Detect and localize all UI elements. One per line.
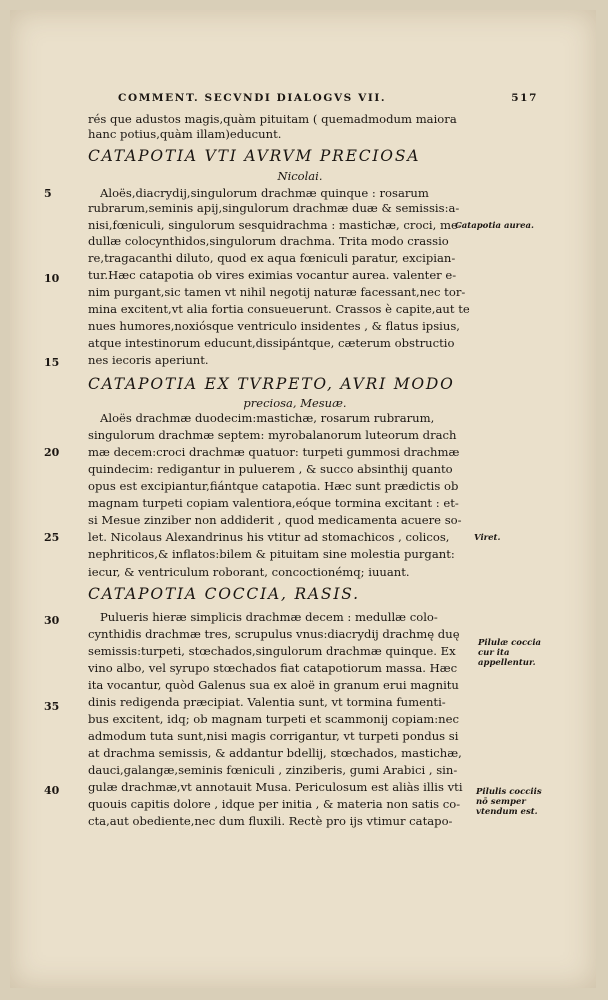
- header-title: COMMENT. SECVNDI DIALOGVS VII.: [118, 92, 387, 104]
- text-line: Aloës,diacrydij,singulorum drachmæ quinque : rosarum: [100, 186, 429, 200]
- margin-note: Pilulis cocciis nō semper vtendum est.: [476, 787, 542, 817]
- margin-note: Pilulæ coccia cur ita appellentur.: [478, 638, 542, 668]
- running-header: [118, 92, 538, 104]
- page-number: 517: [511, 92, 538, 104]
- line-number: 35: [44, 700, 60, 713]
- section-subtitle-1: Nicolai.: [277, 169, 323, 183]
- section-subtitle-2: preciosa, Mesuæ.: [243, 396, 347, 410]
- text-line: quindecim: redigantur in puluerem , & succo absinthij quanto: [88, 462, 453, 476]
- text-line: hanc potius,quàm illam)educunt.: [88, 127, 282, 141]
- line-number: 15: [44, 356, 60, 369]
- line-number: 30: [44, 614, 60, 627]
- margin-note: Viret.: [474, 533, 501, 543]
- text-line: at drachma semissis, & addantur bdellij, stœchados, mastichæ,: [88, 746, 462, 760]
- line-number: 5: [44, 187, 52, 200]
- text-line: re,tragacanthi diluto, quod ex aqua fœniculi paratur, excipian-: [88, 251, 456, 265]
- text-line: vino albo, vel syrupo stœchados fiat catapotiorum massa. Hæc: [88, 661, 458, 675]
- text-line: ita vocantur, quòd Galenus sua ex aloë in granum erui magnitu: [88, 678, 459, 692]
- line-number: 20: [44, 446, 60, 459]
- margin-note: Catapotia aurea.: [455, 221, 534, 231]
- text-line: nisi,fœniculi, singulorum sesquidrachma : mastichæ, croci, me-: [88, 218, 462, 232]
- text-line: mæ decem:croci drachmæ quatuor: turpeti gummosi drachmæ: [88, 445, 460, 459]
- section-title-1: CATAPOTIA VTI AVRVM PRECIOSA: [88, 147, 421, 165]
- text-line: quouis capitis dolore , idque per initia , & materia non satis co-: [88, 797, 461, 811]
- line-number: 25: [44, 531, 60, 544]
- text-line: atque intestinorum educunt,dissipántque, cæterum obstructio: [88, 336, 455, 350]
- text-line: opus est excipiantur,fiántque catapotia. Hæc sunt prædictis ob: [88, 479, 459, 493]
- text-line: gulæ drachmæ,vt annotauit Musa. Periculosum est aliàs illis vti: [88, 780, 463, 794]
- text-line: nes iecoris aperiunt.: [88, 353, 209, 367]
- text-line: iecur, & ventriculum roborant, concoctionémq; iuuant.: [88, 565, 410, 579]
- text-line: nephriticos,& inflatos:bilem & pituitam sine molestia purgant:: [88, 547, 455, 561]
- text-line: mina excitent,vt alia fortia consueuerunt. Crassos è capite,aut te: [88, 302, 470, 316]
- line-number: 10: [44, 272, 60, 285]
- text-line: let. Nicolaus Alexandrinus his vtitur ad stomachicos , colicos,: [88, 530, 450, 544]
- text-line: magnam turpeti copiam valentiora,eóque tormina excitant : et-: [88, 496, 459, 510]
- text-line: singulorum drachmæ septem: myrobalanorum luteorum drach: [88, 428, 457, 442]
- text-line: tur.Hæc catapotia ob vires eximias vocantur aurea. valenter e-: [88, 268, 457, 282]
- text-line: nim purgant,sic tamen vt nihil negotij naturæ facessant,nec tor-: [88, 285, 466, 299]
- text-line: semissis:turpeti, stœchados,singulorum drachmæ quinque. Ex: [88, 644, 456, 658]
- text-line: dauci,galangæ,seminis fœniculi , zinziberis, gumi Arabici , sin-: [88, 763, 458, 777]
- text-line: cynthidis drachmæ tres, scrupulus vnus:diacrydij drachmę duę: [88, 627, 460, 641]
- text-line: Pulueris hieræ simplicis drachmæ decem : medullæ colo-: [100, 610, 438, 624]
- section-title-2: CATAPOTIA EX TVRPETO, AVRI MODO: [88, 375, 455, 393]
- text-line: nues humores,noxiósque ventriculo insidentes , & flatus ipsius,: [88, 319, 460, 333]
- text-line: dinis redigenda præcipiat. Valentia sunt, vt tormina fumenti-: [88, 695, 446, 709]
- text-line: Aloës drachmæ duodecim:mastichæ, rosarum rubrarum,: [100, 411, 435, 425]
- text-line: rés que adustos magis,quàm pituitam ( quemadmodum maiora: [88, 112, 457, 126]
- text-line: cta,aut obediente,nec dum fluxili. Rectè pro ijs vtimur catapo-: [88, 814, 453, 828]
- text-line: rubrarum,seminis apij,singulorum drachmæ duæ & semissis:a-: [88, 201, 460, 215]
- text-line: si Mesue zinziber non addiderit , quod medicamenta acuere so-: [88, 513, 462, 527]
- text-line: admodum tuta sunt,nisi magis corrigantur, vt turpeti pondus si: [88, 729, 459, 743]
- text-line: bus excitent, idq; ob magnam turpeti et scammonij copiam:nec: [88, 712, 459, 726]
- line-number: 40: [44, 784, 60, 797]
- section-title-3: CATAPOTIA COCCIA, RASIS.: [88, 585, 360, 603]
- text-line: dullæ colocynthidos,singulorum drachma. Trita modo crassio: [88, 234, 449, 248]
